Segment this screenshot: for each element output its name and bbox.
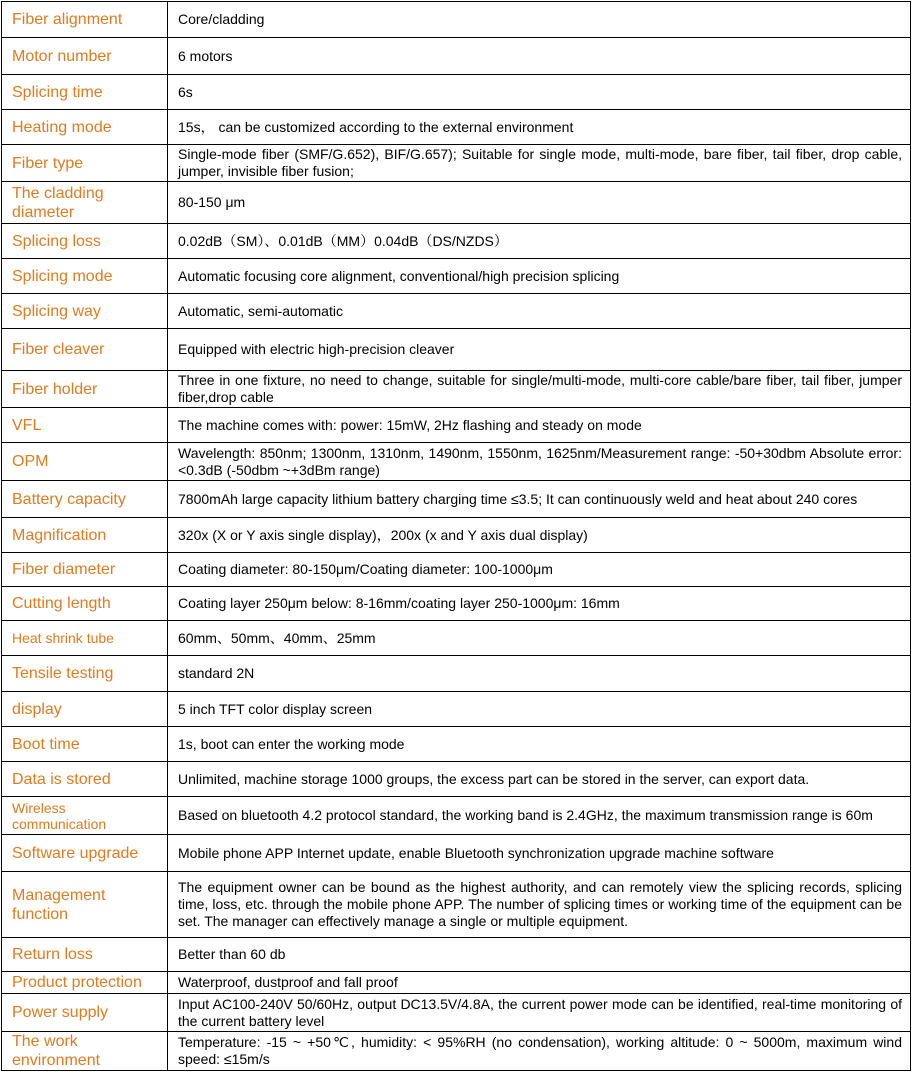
spec-table	[1, 1, 911, 1071]
row-label: Splicing mode	[2, 259, 168, 294]
table-row	[2, 994, 911, 1032]
row-value: standard 2N	[168, 656, 911, 692]
row-value: 15s， can be customized according to the external environment	[168, 110, 911, 145]
row-value: 6s	[168, 75, 911, 110]
row-value: 5 inch TFT color display screen	[168, 692, 911, 727]
row-label: Boot time	[2, 727, 168, 762]
row-value: Input AC100-240V 50/60Hz, output DC13.5V/4.8A, the current power mode can be identified, real-time monitoring of the current battery level	[168, 994, 911, 1032]
table-row	[2, 481, 911, 518]
row-value: Automatic focusing core alignment, conventional/high precision splicing	[168, 259, 911, 294]
table-row	[2, 329, 911, 371]
row-label: Heat shrink tube	[2, 621, 168, 656]
row-value: Better than 60 db	[168, 938, 911, 972]
table-row	[2, 38, 911, 75]
row-label: Magnification	[2, 518, 168, 553]
row-value: Automatic, semi-automatic	[168, 294, 911, 329]
row-value: 6 motors	[168, 38, 911, 75]
table-row	[2, 443, 911, 481]
row-label: Fiber cleaver	[2, 329, 168, 371]
row-label: Splicing way	[2, 294, 168, 329]
table-row	[2, 692, 911, 727]
table-row	[2, 553, 911, 587]
table-row	[2, 2, 911, 38]
row-label: Cutting length	[2, 587, 168, 621]
row-label: Product protection	[2, 972, 168, 994]
row-label: Power supply	[2, 994, 168, 1032]
row-value: Single-mode fiber (SMF/G.652), BIF/G.657); Suitable for single mode, multi-mode, bare fiber, tail fiber, drop cable, jumper, invisible fiber fusion;	[168, 145, 911, 182]
row-label: Splicing time	[2, 75, 168, 110]
row-value: Equipped with electric high-precision cleaver	[168, 329, 911, 371]
row-value: Unlimited, machine storage 1000 groups, the excess part can be stored in the server, can export data.	[168, 762, 911, 797]
row-value: Waterproof, dustproof and fall proof	[168, 972, 911, 994]
table-row	[2, 182, 911, 224]
row-value: 80-150 μm	[168, 182, 911, 224]
row-value: Core/cladding	[168, 2, 911, 38]
row-value: Temperature: -15 ~ +50℃, humidity: < 95%RH (no condensation), working altitude: 0 ~ 5000m, maximum wind speed: ≤15m/s	[168, 1032, 911, 1071]
row-value: Wavelength: 850nm; 1300nm, 1310nm, 1490nm, 1550nm, 1625nm/Measurement range: -50+30dbm Absolute error: <0.3dB (-50dbm ~+3dBm range)	[168, 443, 911, 481]
table-row	[2, 656, 911, 692]
table-row	[2, 797, 911, 835]
row-label: Fiber holder	[2, 371, 168, 408]
row-label: Data is stored	[2, 762, 168, 797]
table-row	[2, 762, 911, 797]
row-value: 1s, boot can enter the working mode	[168, 727, 911, 762]
table-row	[2, 75, 911, 110]
table-row	[2, 110, 911, 145]
table-row	[2, 518, 911, 553]
row-label: The cladding diameter	[2, 182, 168, 224]
row-label: display	[2, 692, 168, 727]
row-value: Coating diameter: 80-150μm/Coating diameter: 100-1000μm	[168, 553, 911, 587]
table-row	[2, 727, 911, 762]
row-label: Motor number	[2, 38, 168, 75]
row-label: The work environment	[2, 1032, 168, 1071]
row-label: Fiber alignment	[2, 2, 168, 38]
table-row	[2, 259, 911, 294]
row-value: 7800mAh large capacity lithium battery charging time ≤3.5; It can continuously weld and heat about 240 cores	[168, 481, 911, 518]
table-row	[2, 587, 911, 621]
row-label: Splicing loss	[2, 224, 168, 259]
table-row	[2, 1032, 911, 1071]
row-value: Based on bluetooth 4.2 protocol standard, the working band is 2.4GHz, the maximum transmission range is 60m	[168, 797, 911, 835]
row-label: OPM	[2, 443, 168, 481]
row-label: Management function	[2, 872, 168, 938]
row-value: Three in one fixture, no need to change, suitable for single/multi-mode, multi-core cable/bare fiber, tail fiber, jumper fiber,drop cable	[168, 371, 911, 408]
table-row	[2, 872, 911, 938]
row-label: Fiber diameter	[2, 553, 168, 587]
row-label: Battery capacity	[2, 481, 168, 518]
row-label: Wireless communication	[2, 797, 168, 835]
row-value: 60mm、50mm、40mm、25mm	[168, 621, 911, 656]
table-row	[2, 371, 911, 408]
table-row	[2, 294, 911, 329]
row-value: The equipment owner can be bound as the highest authority, and can remotely view the splicing records, splicing time, loss, etc. through the mobile phone APP. The number of splicing times or working time of the equipment can be set. The manager can effectively manage a single or multiple equipment.	[168, 872, 911, 938]
row-label: Software upgrade	[2, 835, 168, 872]
row-value: Mobile phone APP Internet update, enable Bluetooth synchronization upgrade machine software	[168, 835, 911, 872]
table-row	[2, 621, 911, 656]
row-label: Heating mode	[2, 110, 168, 145]
row-value: 320x (X or Y axis single display)，200x (x and Y axis dual display)	[168, 518, 911, 553]
table-row	[2, 972, 911, 994]
table-row	[2, 835, 911, 872]
row-value: The machine comes with: power: 15mW, 2Hz flashing and steady on mode	[168, 408, 911, 443]
table-row	[2, 938, 911, 972]
row-label: Tensile testing	[2, 656, 168, 692]
table-row	[2, 408, 911, 443]
table-row	[2, 224, 911, 259]
table-row	[2, 145, 911, 182]
row-label: Fiber type	[2, 145, 168, 182]
row-value: Coating layer 250μm below: 8-16mm/coating layer 250-1000μm: 16mm	[168, 587, 911, 621]
row-label: Return loss	[2, 938, 168, 972]
row-label: VFL	[2, 408, 168, 443]
row-value: 0.02dB（SM）、0.01dB（MM）0.04dB（DS/NZDS）	[168, 224, 911, 259]
